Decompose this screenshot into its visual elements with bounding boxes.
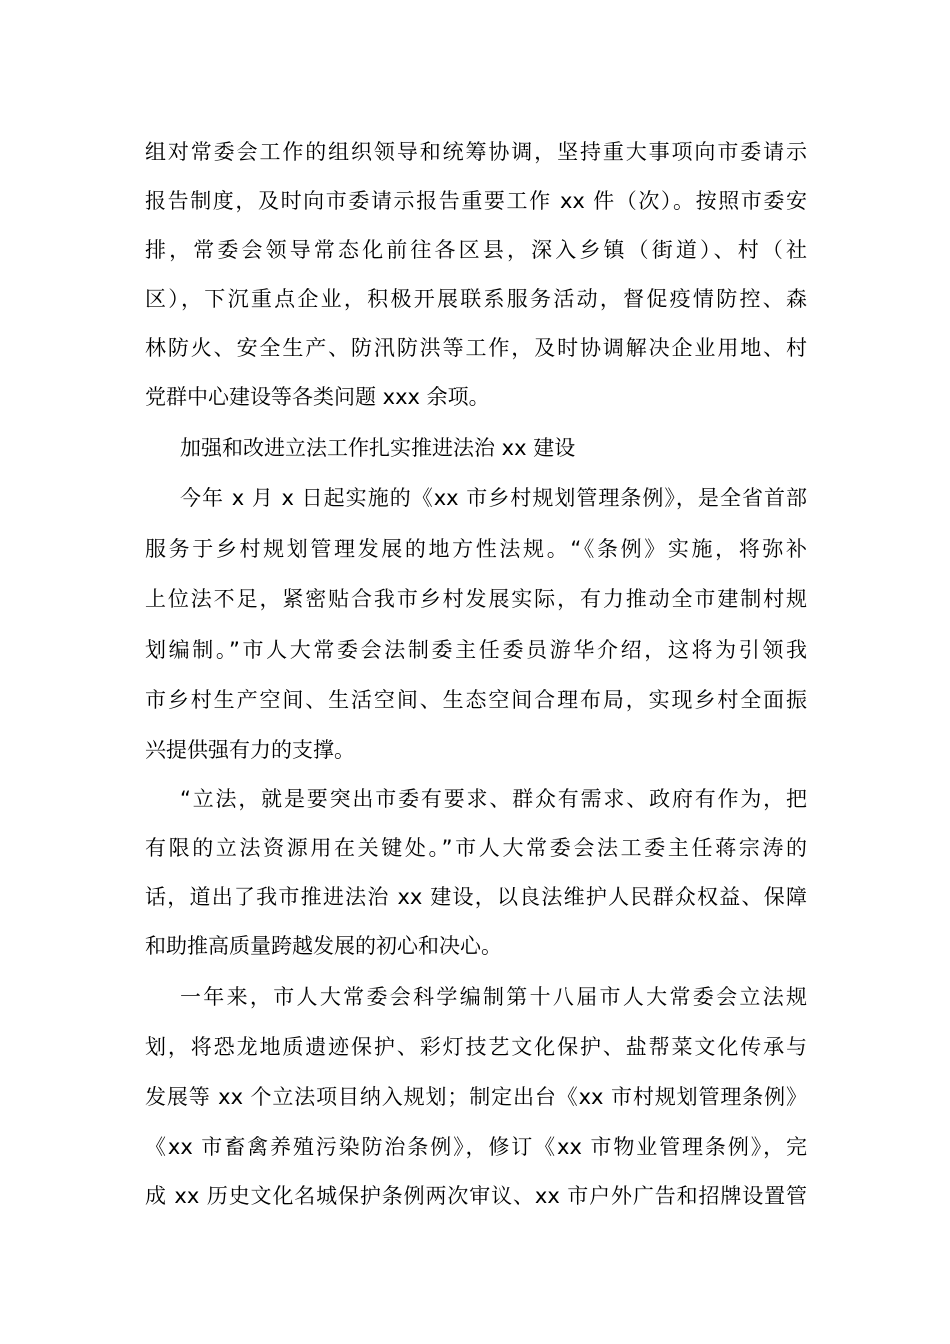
text-line: 兴提供强有力的支撑。 [145,738,355,762]
text-line: 话，道出了我市推进法治 xx 建设，以良法维护人民群众权益、保障 [145,885,807,909]
text-line: 组对常委会工作的组织领导和统筹协调，坚持重大事项向市委请示 [145,140,807,164]
text-line: 林防火、安全生产、防汛防洪等工作，及时协调解决企业用地、村 [145,336,807,360]
text-line: 一年来，市人大常委会科学编制第十八届市人大常委会立法规 [180,985,807,1009]
text-line: “立法，就是要突出市委有要求、群众有需求、政府有作为，把 [180,787,807,811]
text-line: 和助推高质量跨越发展的初心和决心。 [145,934,502,958]
text-line: 区），下沉重点企业，积极开展联系服务活动，督促疫情防控、森 [145,287,807,311]
text-line: 市乡村生产空间、生活空间、生态空间合理布局，实现乡村全面振 [145,688,807,712]
text-line: 《xx 市畜禽养殖污染防治条例》，修订《xx 市物业管理条例》，完 [145,1135,807,1159]
text-line: 报告制度，及时向市委请示报告重要工作 xx 件（次）。按照市委安 [145,189,807,213]
section-heading: 加强和改进立法工作扎实推进法治 xx 建设 [180,436,576,460]
text-line: 有限的立法资源用在关键处。”市人大常委会法工委主任蒋宗涛的 [145,836,807,860]
text-line: 上位法不足，紧密贴合我市乡村发展实际，有力推动全市建制村规 [145,587,807,611]
text-line: 发展等 xx 个立法项目纳入规划；制定出台《xx 市村规划管理条例》 [145,1085,807,1109]
text-line: 党群中心建设等各类问题 xxx 余项。 [145,385,490,409]
text-line: 划，将恐龙地质遗迹保护、彩灯技艺文化保护、盐帮菜文化传承与 [145,1035,807,1059]
text-line: 划编制。”市人大常委会法制委主任委员游华介绍，这将为引领我 [145,638,807,662]
text-line: 成 xx 历史文化名城保护条例两次审议、xx 市户外广告和招牌设置管 [145,1184,807,1208]
text-line: 今年 x 月 x 日起实施的《xx 市乡村规划管理条例》，是全省首部 [180,486,807,510]
text-line: 服务于乡村规划管理发展的地方性法规。“《条例》实施，将弥补 [145,537,807,561]
text-line: 排，常委会领导常态化前往各区县，深入乡镇（街道）、村（社 [145,238,807,262]
